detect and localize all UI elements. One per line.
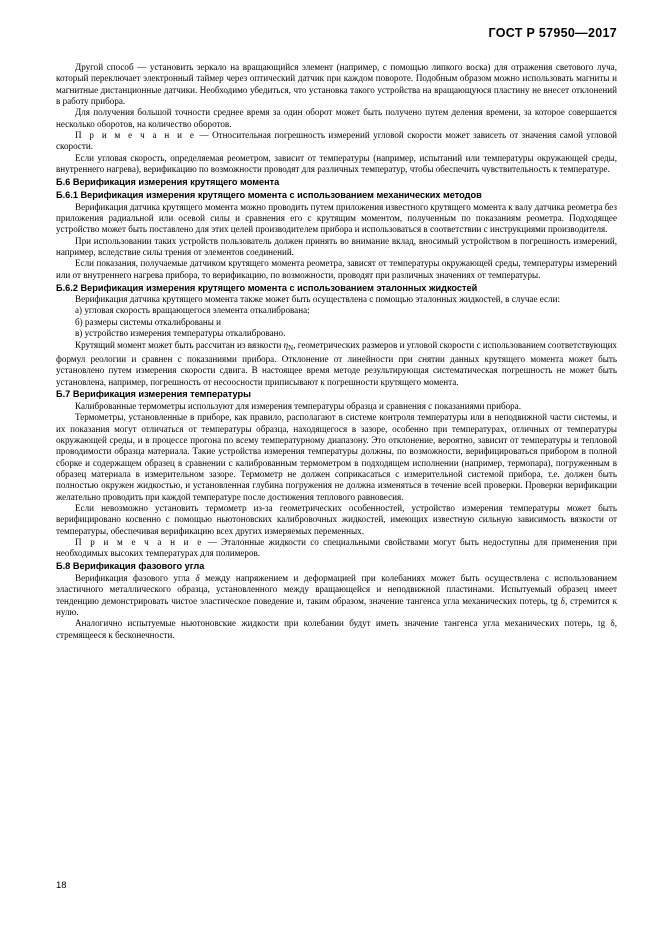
paragraph-suffix: , геометрических размеров и угловой скорости с использованием соответствующих формул реологии и сравнен с показаниями прибора. Отклонение от линейности при снятии данных крутящего момента может быть установлено путем измерения скорости сдвига. В настоящее время методе результирующая систематическая погрешность не может быть установлена, например, погрешность от несоосности приписывают к погрешности крутящего момента. (56, 339, 617, 387)
note-label: П р и м е ч а н и е (75, 537, 204, 548)
note-paragraph (56, 537, 617, 560)
paragraph: При использовании таких устройств пользователь должен принять во внимание вклад, вносимый устройством в погрешность измерений, например, вследствие силы трения от элементов соединений. (56, 235, 617, 257)
paragraph-with-symbol (56, 573, 617, 618)
paragraph: Верификация датчика крутящего момента можно проводить путем приложения известного крутящего момента к валу датчика реометра без приложения радиальной или осевой силы и сравнения его с крутящим моментом, полученным по показаниям реометра. Подходящее устройство может быть поставлено для этих целей производителем прибора и использоваться в соответствии с инструкциями производителя. (56, 201, 617, 235)
paragraph: Верификация датчика крутящего момента также может быть осуществлена с помощью эталонных жидкостей, в случае если: (75, 294, 561, 305)
symbol-delta: δ (195, 572, 200, 583)
paragraph-with-symbol (56, 340, 617, 388)
list-item: в) устройство измерения температуры откалибровано. (75, 328, 286, 339)
symbol-eta: η (283, 339, 289, 350)
paragraph-prefix: Крутящий момент может быть рассчитан из вязкости (75, 339, 284, 350)
section-heading: Б.6.1 Верификация измерения крутящего момента с использованием механических методов (56, 190, 482, 201)
document-body (56, 62, 617, 641)
paragraph: Другой способ — установить зеркало на вращающийся элемент (например, с помощью липкого воска) для отражения светового луча, который переключает электронный таймер через оптический датчик при каждом повороте. Подобным образом можно использовать магниты и магнитные дистанционные датчики. Необходимо убедиться, что установка такого устройства на вращающуюся пластину не внесет отклонений в работу прибора. (56, 62, 617, 107)
section-heading: Б.7 Верификация измерения температуры (56, 389, 251, 400)
paragraph: Если показания, получаемые датчиком крутящего момента реометра, зависят от температуры окружающей среды, температуры измерений или от внутреннего нагрева прибора, то верификацию, по возможности, проводят при различных значениях от температуры. (56, 258, 617, 280)
note-paragraph (56, 130, 617, 153)
note-text: — Относительная погрешность измерений угловой скорости может зависеть от значения самой угловой скорости. (56, 130, 617, 152)
page-header: ГОСТ Р 57950—2017 (488, 26, 617, 40)
list-item: а) угловая скорость вращающегося элемента откалибрована; (75, 305, 310, 316)
page-number: 18 (56, 880, 67, 891)
paragraph: Если угловая скорость, определяемая реометром, зависит от температуры (например, испытаний или температуры окружающей среды, внутреннего нагрева), верификацию по возможности проводят для различных температур, чтобы обеспечить чувствительность к температуре. (56, 152, 617, 175)
list-item: б) размеры системы откалиброваны и (75, 316, 222, 327)
paragraph-suffix: между напряжением и деформацией при колебаниях может быть осуществлена с использованием эластичного металлического образца, установленного между вращающейся и неподвижной пластинами. Испытуемый образец имеет тенденцию демонстрировать чистое эластическое поведение и, таким образом, значение тангенса угла механических потерь, tg δ, стремится к нулю. (56, 572, 617, 617)
paragraph: Термометры, установленные в приборе, как правило, располагают в системе контроля температуры или в неподвижной части системы, и их показания могут отличаться от температуры образца, находящегося в зазоре, особенно при температурах, отличных от температуры окружающей среды, и в процессе прогона по всему температурному диапазону. Это отклонение, вероятно, зависит от температуры и тепловой проводимости образца материала. Такие устройства измерения температуры должны, по возможности, верифицироваться прибором в полной сборке и содержащем образец в сравнении с калиброванным термометром в подходящем исполнении (например, термопара), погруженным в образец материала в измерительном зазоре. Термометр не должен соприкасаться с измерительной системой прибора, т.е. должен быть полностью окружен жидкостью, и установленная глубина погружения не должна изменяться в течение всей проверки. Проверки верификации желательно проводить при каждой температуре после достижения теплового равновесия. (56, 412, 617, 502)
paragraph: Для получения большой точности среднее время за один оборот может быть получено путем деления времени, за которое совершается несколько оборотов, на количество оборотов. (56, 107, 617, 129)
symbol-subscript: N (288, 343, 294, 352)
section-heading: Б.8 Верификация фазового угла (56, 561, 205, 572)
note-label: П р и м е ч а н и е (75, 130, 197, 141)
note-text: — Эталонные жидкости со специальными свойствами могут быть недоступны для применения при необходимых высоких температурах для полимеров. (56, 537, 617, 559)
paragraph: Калиброванные термометры используют для измерения температуры образца и сравнения с показаниями прибора. (75, 400, 521, 411)
paragraph: Аналогично испытуемые ньютоновские жидкости при колебании будут иметь значение тангенса угла механических потерь, tg δ, стремящееся к бесконечности. (56, 618, 617, 640)
section-heading: Б.6.2 Верификация измерения крутящего момента с использованием эталонных жидкостей (56, 282, 478, 293)
section-heading: Б.6 Верификация измерения крутящего момента (56, 176, 280, 187)
paragraph: Если невозможно установить термометр из-за геометрических особенностей, устройство измерения температуры может быть верифицировано косвенно с помощью ньютоновских калибровочных жидкостей, имеющих известную сильную зависимость вязкости от температуры, обеспечивая верификацию всех других измеряемых переменных. (56, 503, 617, 536)
paragraph-prefix: Верификация фазового угла (75, 572, 196, 583)
